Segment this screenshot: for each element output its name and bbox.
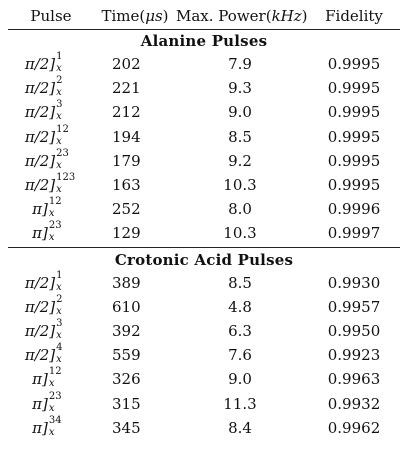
time-cell: 129: [112, 224, 141, 243]
pulse-indices: [48, 416, 70, 440]
table-header-row: [8, 4, 400, 28]
time-cell: 163: [112, 176, 141, 194]
pulse-superscript: 3: [56, 318, 63, 329]
header-power-prefix: Max. Power(: [176, 7, 272, 25]
pulse-base: π/2]: [24, 151, 56, 170]
fidelity-cell: 0.9995: [327, 103, 381, 122]
pulse-subscript: x: [48, 378, 55, 390]
table-row: [8, 197, 400, 221]
table-row: [8, 416, 400, 440]
section-title: Crotonic Acid Pulses: [114, 250, 294, 269]
table-row: [8, 271, 400, 295]
time-cell: 194: [112, 127, 141, 146]
time-cell: 345: [112, 418, 141, 437]
time-cell: 252: [112, 200, 141, 219]
pulse-cell: [8, 416, 94, 440]
pulse-subscript: x: [56, 281, 62, 293]
pulse-base: π]: [32, 224, 48, 243]
max-power-cell: 9.0: [228, 370, 252, 389]
max-power-cell: 10.3: [223, 176, 257, 194]
pulse-base: π/2]: [24, 176, 56, 194]
header-time: [94, 4, 176, 28]
max-power-cell: 4.8: [228, 297, 252, 316]
pulse-base: π/2]: [24, 322, 56, 340]
table-row: [8, 221, 400, 245]
pulse-superscript: 4: [56, 342, 63, 354]
fidelity-cell: 0.9932: [327, 394, 381, 413]
pulse-subscript: x: [48, 402, 55, 414]
max-power-cell: 8.5: [228, 127, 252, 146]
time-cell: 610: [112, 297, 141, 316]
pulse-base: π/2]: [24, 79, 56, 98]
pulse-superscript: 23: [48, 390, 62, 402]
pulse-base: π]: [32, 200, 48, 219]
pulse-subscript: x: [48, 208, 55, 220]
pulse-subscript: x: [56, 330, 62, 341]
pulse-subscript: x: [56, 135, 62, 147]
max-power-cell: 6.3: [228, 322, 252, 340]
pulse-cell: [8, 271, 94, 295]
fidelity-cell: 0.9995: [327, 176, 381, 194]
section-divider: [8, 247, 400, 248]
time-cell: 559: [112, 346, 141, 365]
table-row: [8, 52, 400, 76]
fidelity-cell: 0.9962: [327, 418, 381, 437]
pulse-base: π/2]: [24, 346, 56, 365]
fidelity-cell: 0.9997: [327, 224, 381, 243]
table-row: [8, 76, 400, 100]
header-pulse: Pulse: [30, 7, 72, 25]
time-cell: 392: [112, 322, 141, 340]
pulse-subscript: x: [56, 87, 62, 99]
time-cell: 315: [112, 394, 141, 413]
pulse-base: π/2]: [24, 55, 56, 73]
pulse-cell: [8, 149, 94, 173]
max-power-cell: 7.9: [228, 55, 252, 73]
fidelity-cell: 0.9957: [327, 297, 381, 316]
pulse-superscript: 23: [56, 147, 69, 159]
pulse-cell: [8, 125, 94, 149]
table-row: [8, 319, 400, 343]
fidelity-cell: 0.9963: [327, 370, 381, 389]
time-cell: 221: [112, 79, 141, 98]
pulse-base: π/2]: [24, 127, 56, 146]
pulse-superscript: 1: [56, 51, 63, 62]
pulse-cell: [8, 295, 94, 319]
table-row: [8, 392, 400, 416]
fidelity-cell: 0.9995: [327, 79, 381, 98]
pulse-base: π/2]: [24, 297, 56, 316]
time-cell: 389: [112, 273, 141, 292]
pulse-base: π]: [32, 370, 48, 389]
pulse-cell: [8, 319, 94, 343]
time-cell: 179: [112, 151, 141, 170]
pulse-superscript: 12: [56, 123, 69, 135]
fidelity-cell: 0.9995: [327, 127, 381, 146]
max-power-cell: 7.6: [228, 346, 252, 365]
pulse-subscript: x: [48, 426, 55, 438]
pulse-superscript: 3: [56, 99, 63, 111]
pulse-base: π/2]: [24, 273, 56, 292]
pulse-subscript: x: [56, 111, 62, 123]
max-power-cell: 8.4: [228, 418, 252, 437]
pulse-superscript: 12: [48, 366, 62, 378]
fidelity-cell: 0.9995: [327, 151, 381, 170]
header-time-prefix: Time(: [101, 7, 146, 25]
pulse-base: π]: [32, 418, 48, 437]
time-cell: 212: [112, 103, 141, 122]
max-power-cell: 8.0: [228, 200, 252, 219]
fidelity-cell: 0.9995: [327, 55, 381, 73]
max-power-cell: 11.3: [223, 394, 257, 413]
max-power-cell: 9.0: [228, 103, 252, 122]
pulse-indices: [48, 221, 70, 245]
pulse-base: π/2]: [24, 103, 56, 122]
pulse-subscript: x: [56, 354, 62, 366]
pulse-subscript: x: [56, 63, 62, 74]
pulse-subscript: x: [56, 159, 62, 171]
time-cell: 326: [112, 370, 141, 389]
fidelity-cell: 0.9923: [327, 346, 381, 365]
table-row: [8, 343, 400, 367]
pulse-superscript: 123: [56, 172, 76, 183]
pulse-superscript: 34: [48, 414, 62, 426]
header-time-suffix: ): [162, 7, 169, 25]
max-power-cell: 9.2: [228, 151, 252, 170]
fidelity-cell: 0.9950: [327, 322, 381, 340]
max-power-cell: 9.3: [228, 79, 252, 98]
pulse-superscript: 1: [56, 269, 63, 281]
pulse-subscript: x: [48, 232, 55, 244]
table-row: [8, 367, 400, 391]
table-row: [8, 173, 400, 197]
pulse-base: π]: [32, 394, 48, 413]
max-power-cell: 10.3: [223, 224, 257, 243]
max-power-cell: 8.5: [228, 273, 252, 292]
fidelity-cell: 0.9930: [327, 273, 381, 292]
pulse-subscript: x: [56, 305, 62, 317]
pulse-superscript: 12: [48, 196, 62, 208]
pulse-superscript: 2: [56, 293, 63, 305]
pulse-cell: [8, 100, 94, 124]
pulse-superscript: 2: [56, 75, 63, 87]
table-row: [8, 295, 400, 319]
header-max-power: [176, 4, 308, 28]
pulse-superscript: 23: [48, 220, 62, 232]
pulse-subscript: x: [56, 184, 62, 195]
pulse-cell: [8, 221, 94, 245]
fidelity-cell: 0.9996: [327, 200, 381, 219]
header-power-unit: kHz: [271, 7, 302, 25]
pulse-cell: [8, 52, 94, 76]
header-fidelity: Fidelity: [325, 7, 383, 25]
pulse-cell: [8, 76, 94, 100]
header-time-unit: μs: [145, 7, 163, 25]
header-power-suffix: ): [301, 7, 308, 25]
time-cell: 202: [112, 55, 141, 73]
section-title: Alanine Pulses: [140, 32, 268, 50]
